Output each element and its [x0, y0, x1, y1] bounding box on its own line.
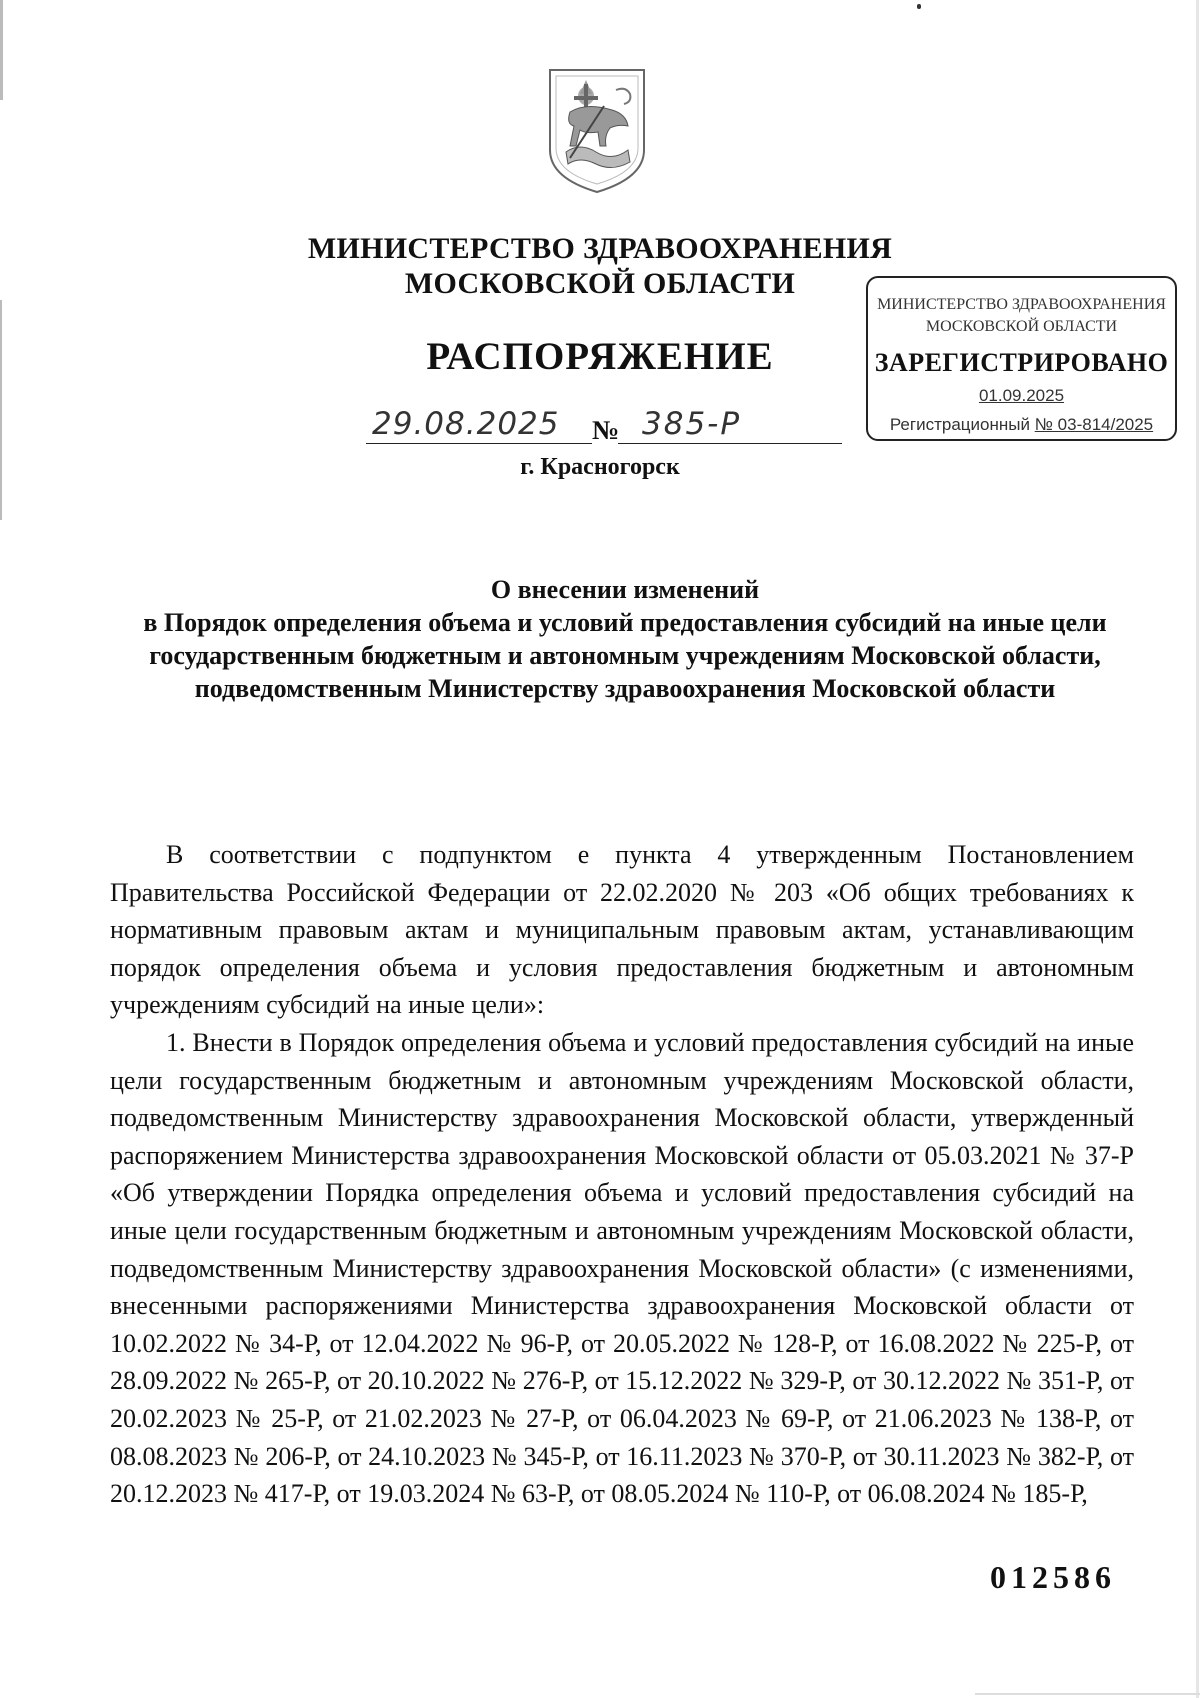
- handwritten-date: 29.08.2025: [372, 406, 560, 442]
- date-underline: [366, 443, 592, 444]
- scan-edge-mark: [0, 0, 3, 100]
- ministry-name-line2: МОСКОВСКОЙ ОБЛАСТИ: [404, 267, 796, 300]
- stamp-org-line2: МОСКОВСКОЙ ОБЛАСТИ: [925, 318, 1118, 335]
- document-body: [110, 836, 1134, 1513]
- stamp-reg-label: Регистрационный: [889, 415, 1030, 434]
- body-paragraph-2: 1. Внести в Порядок определения объема и условий предоставления субсидий на иные цели государственным бюджетным и автономным учреждениям Московской области, подведомственным Министерству здравоохранения Московской области, утвержденный распоряжением Министерства здравоохранения Московской области от 05.03.2021 № 37-Р «Об утверждении Порядка определения объема и условий предоставления субсидий на иные цели государственным бюджетным и автономным учреждениям Московской области, подведомственным Министерству здравоохранения Московской области» (с изменениями, внесенными распоряжениями Министерства здравоохранения Московской области от 10.02.2022 № 34-Р, от 12.04.2022 № 96-Р, от 20.05.2022 № 128-Р, от 16.08.2022 № 225-Р, от 28.09.2022 № 265-Р, от 20.10.2022 № 276-Р, от 15.12.2022 № 329-Р, от 30.12.2022 № 351-Р, от 20.02.2023 № 25-Р, от 21.02.2023 № 27-Р, от 06.04.2023 № 69-Р, от 21.06.2023 № 138-Р, от 08.08.2023 № 206-Р, от 24.10.2023 № 345-Р, от 16.11.2023 № 370-Р, от 30.11.2023 № 382-Р, от 20.12.2023 № 417-Р, от 19.03.2024 № 63-Р, от 08.05.2024 № 110-Р, от 06.08.2024 № 185-Р,: [110, 1027, 1134, 1509]
- moscow-oblast-coat-of-arms-icon: [546, 66, 648, 194]
- handwritten-number: 385-Р: [642, 406, 742, 442]
- document-type-title: РАСПОРЯЖЕНИЕ: [426, 335, 774, 378]
- subject-line2: в Порядок определения объема и условий предоставления субсидий на иные цели государственным бюджетным и автономным учреждениям Московской области, подведомственным Министерству здравоохранения Московской области: [143, 608, 1107, 703]
- scan-edge-mark: [975, 1693, 1200, 1695]
- number-sign: №: [592, 415, 620, 445]
- scan-edge-mark: [0, 300, 2, 520]
- body-paragraph-1: В соответствии с подпунктом е пункта 4 утвержденным Постановлением Правительства Российской Федерации от 22.02.2020 № 203 «Об общих требованиях к нормативным правовым актам и муниципальным правовым актам, устанавливающим порядок определения объема и условия предоставления бюджетным и автономным учреждениям субсидий на иные цели»:: [110, 840, 1134, 1020]
- stamp-reg-number: № 03-814/2025: [1034, 415, 1154, 434]
- number-underline: [618, 443, 842, 444]
- stamp-status: ЗАРЕГИСТРИРОВАНО: [874, 348, 1169, 377]
- stamp-date: 01.09.2025: [978, 386, 1065, 405]
- subject-line1: О внесении изменений: [490, 575, 760, 604]
- document-subject: [110, 573, 1140, 705]
- serial-number: 012586: [990, 1559, 1116, 1595]
- stamp-org-line1: МИНИСТЕРСТВО ЗДРАВООХРАНЕНИЯ: [877, 296, 1166, 313]
- ministry-name-line1: МИНИСТЕРСТВО ЗДРАВООХРАНЕНИЯ: [307, 232, 893, 265]
- ministry-name: [280, 231, 920, 301]
- city-name: г. Красногорск: [520, 454, 680, 480]
- scan-speck: [917, 4, 921, 9]
- stamp-organization: [868, 294, 1175, 338]
- stamp-registration-number: [868, 415, 1175, 435]
- scan-edge-mark: [1196, 0, 1199, 1698]
- date-number-line: [366, 404, 842, 444]
- registration-stamp: [866, 276, 1177, 441]
